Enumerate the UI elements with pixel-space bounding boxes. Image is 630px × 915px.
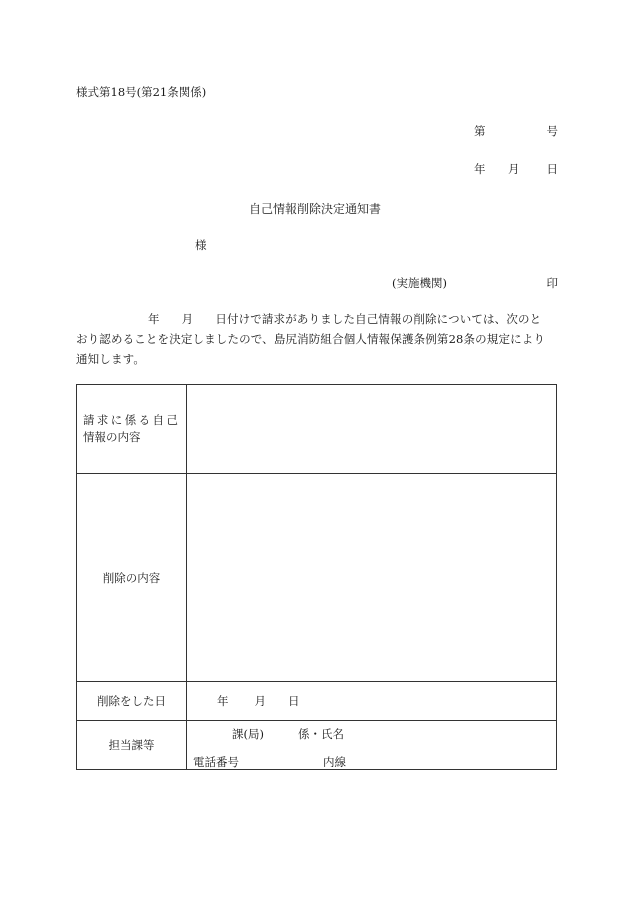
department-value[interactable] (187, 721, 557, 770)
request-info-label-line-2: 情報の内容 (83, 430, 141, 444)
deletion-date-month: 月 (254, 694, 266, 708)
issue-date-day: 日 (546, 162, 558, 176)
request-info-label (77, 385, 187, 474)
deletion-date-year: 年 (217, 694, 229, 708)
body-line-2: おり認めることを決定しましたので、島尻消防組合個人情報保護条例第28条の規定により (76, 332, 546, 346)
seal-mark: 印 (546, 276, 558, 290)
department-label: 担当課等 (77, 721, 187, 770)
department-staff: 係・氏名 (298, 727, 344, 741)
body-line-1-text: 日付けで請求がありました自己情報の削除については、次のと (215, 312, 542, 326)
issue-date-year: 年 (474, 162, 486, 176)
department-phone: 電話番号 (193, 755, 239, 769)
table-row (77, 721, 557, 770)
addressee-suffix: 様 (195, 238, 207, 252)
agency-label: (実施機関) (392, 276, 447, 290)
document-title: 自己情報削除決定通知書 (248, 202, 381, 216)
deletion-date-day: 日 (288, 694, 300, 708)
table-row (77, 474, 557, 682)
body-month: 月 (181, 312, 194, 326)
deletion-content-label: 削除の内容 (77, 474, 187, 682)
form-number: 様式第18号(第21条関係) (76, 85, 207, 99)
decision-table (76, 384, 557, 770)
issue-number-suffix: 号 (546, 124, 558, 138)
body-line-3: 通知します。 (76, 352, 145, 366)
deletion-date-value[interactable] (187, 682, 557, 721)
department-extension: 内線 (323, 755, 346, 769)
body-line-1 (76, 309, 558, 329)
body-year: 年 (148, 312, 160, 326)
issue-date-month: 月 (508, 162, 520, 176)
request-info-value[interactable] (187, 385, 557, 474)
deletion-content-value[interactable] (187, 474, 557, 682)
issue-number-prefix: 第 (474, 124, 486, 138)
table-row (77, 385, 557, 474)
deletion-date-label: 削除をした日 (77, 682, 187, 721)
request-info-label-line-1: 請求に係る自己 (83, 413, 181, 427)
notice-body (76, 309, 558, 369)
department-section: 課(局) (232, 727, 264, 741)
table-row (77, 682, 557, 721)
